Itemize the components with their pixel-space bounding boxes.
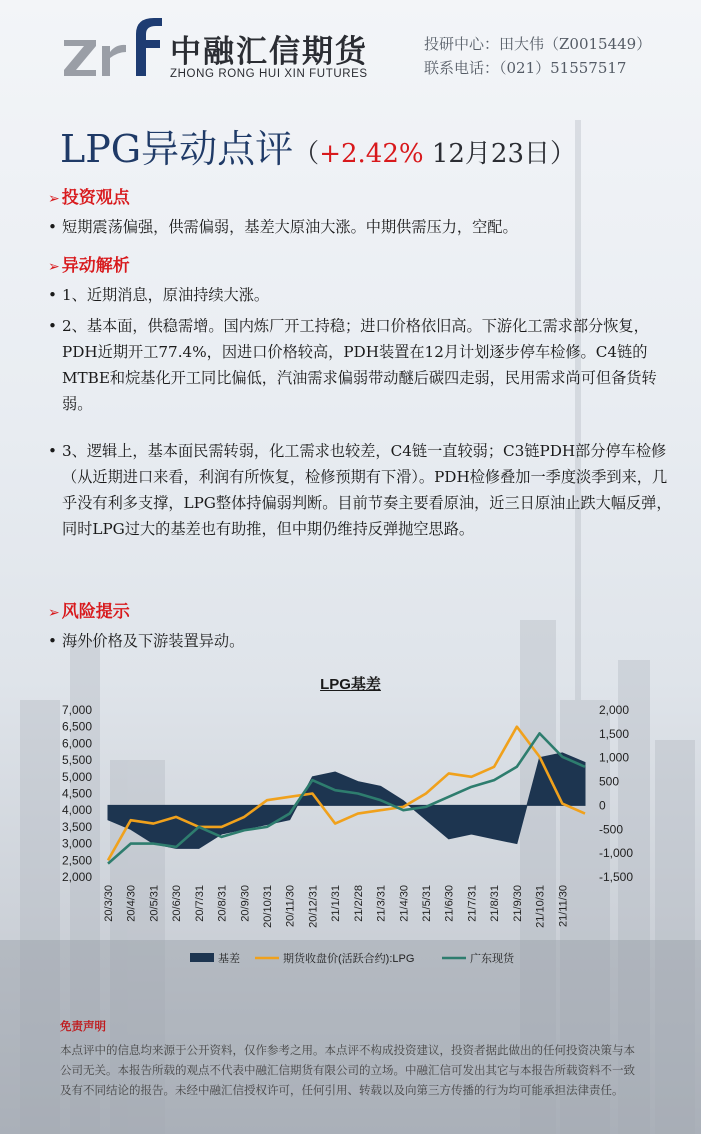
x-tick-label: 21/7/31 <box>466 885 479 922</box>
title-close-paren: ） <box>550 139 577 169</box>
logo-english-name: ZHONG RONG HUI XIN FUTURES <box>170 68 368 80</box>
y-left-tick-label: 6,500 <box>61 719 92 734</box>
x-tick-label: 20/3/30 <box>103 885 115 922</box>
contact-info <box>424 32 651 80</box>
y-right-tick-label: -500 <box>599 822 624 837</box>
paragraph-text: 1、近期消息，原油持续大涨。 <box>62 286 270 304</box>
y-right-tick-label: -1,000 <box>599 846 634 861</box>
legend-basis-swatch <box>190 953 214 962</box>
x-tick-label: 20/10/31 <box>262 885 274 928</box>
x-tick-label: 20/8/31 <box>216 885 229 922</box>
y-right-tick-label: 0 <box>599 798 606 813</box>
section-title: 投资观点 <box>61 188 130 208</box>
x-tick-label: 20/11/30 <box>284 885 297 928</box>
company-logo <box>62 12 382 82</box>
y-left-tick-label: 3,000 <box>61 836 92 851</box>
y-left-tick-label: 7,000 <box>61 703 92 717</box>
legend-spot-label: 广东现货 <box>470 953 514 965</box>
paragraph-text: 2、基本面，供稳需增。国内炼厂开工持稳；进口价格依旧高。下游化工需求部分恢复，PDH近期开工77.4%，因进口价格较高，PDH装置在12月计划逐步停车检修。C4链的MTBE和烷基化开工同比偏低，汽油需求偏弱带动醚后碳四走弱，民用需求尚可但备货转弱。 <box>62 317 657 413</box>
y-left-tick-label: 2,000 <box>61 870 92 884</box>
title-main: LPG异动点评 <box>60 127 294 171</box>
bullet-icon: • <box>48 218 57 236</box>
y-left-tick-label: 5,500 <box>61 753 92 768</box>
paragraph-text: 3、逻辑上，基本面民需转弱，化工需求也较差，C4链一直较弱；C3链PDH部分停车检修（从近期进口来看，利润有所恢复，检修预期有下滑）。PDH检修叠加一季度淡季到来，几乎没有利多支撑，LPG整体持偏弱判断。目前节奏主要看原油，近三日原油止跌大幅反弹，同时LPG过大的基差也有助推，但中期仍维持反弹抛空思路。 <box>62 442 672 538</box>
paragraph-analysis-2 <box>48 313 682 417</box>
section-title: 异动解析 <box>61 256 130 276</box>
x-tick-label: 21/5/31 <box>421 885 433 922</box>
title-open-paren: （ <box>293 139 320 169</box>
y-right-tick-label: 2,000 <box>599 703 630 717</box>
x-tick-label: 20/5/31 <box>148 885 161 922</box>
y-left-tick-label: 6,000 <box>61 736 92 751</box>
x-tick-label: 21/2/28 <box>352 885 365 922</box>
y-left-tick-label: 4,500 <box>61 786 92 801</box>
x-tick-label: 21/9/30 <box>511 885 524 922</box>
paragraph-risk <box>48 628 682 654</box>
zrf-logo-mark <box>62 12 166 84</box>
disclaimer-text: 本点评中的信息均来源于公开资料，仅作参考之用。本点评不构成投资建议，投资者据此做出的任何投资决策与本公司无关。本报告所载的观点不代表中融汇信期货有限公司的立场。中融汇信可发出其它与本报告所载资料不一致及有不同结论的报告。未经中融汇信授权许可，任何引用、转载以及向第三方传播的行为均可能承担法律责任。 <box>60 1043 635 1097</box>
section-analysis <box>48 251 130 276</box>
y-left-tick-label: 5,000 <box>61 769 92 784</box>
section-risk <box>48 597 130 622</box>
chart-title: LPG基差 <box>320 676 381 693</box>
arrow-icon: ➢ <box>48 259 60 275</box>
y-right-tick-label: 1,500 <box>599 726 630 741</box>
y-right-tick-label: 500 <box>599 774 620 789</box>
y-left-tick-label: 2,500 <box>61 853 92 868</box>
section-title: 风险提示 <box>61 602 130 622</box>
researcher-info: 投研中心：田大伟（Z0015449） <box>424 35 652 53</box>
x-tick-label: 21/1/31 <box>330 885 343 922</box>
x-tick-label: 20/9/30 <box>239 885 252 922</box>
disclaimer-title: 免责声明 <box>60 1019 106 1033</box>
basis-area <box>108 753 585 848</box>
x-tick-label: 20/4/30 <box>125 885 138 922</box>
bullet-icon: • <box>48 442 57 460</box>
lpg-basis-chart <box>0 690 701 980</box>
bullet-icon: • <box>48 286 57 304</box>
x-tick-label: 21/8/31 <box>489 885 502 922</box>
x-tick-label: 20/7/31 <box>193 885 206 922</box>
phone-info: 联系电话：（021）51557517 <box>424 59 627 77</box>
y-left-tick-label: 4,000 <box>61 803 92 818</box>
bullet-icon: • <box>48 317 57 335</box>
y-left-tick-label: 3,500 <box>61 819 92 834</box>
x-tick-label: 21/10/31 <box>534 885 547 928</box>
logo-chinese-name: 中融汇信期货 <box>170 34 368 70</box>
x-tick-label: 21/11/30 <box>557 885 570 928</box>
y-right-tick-label: 1,000 <box>599 750 630 765</box>
legend-futures-label: 期货收盘价(活跃合约):LPG <box>283 953 415 965</box>
paragraph-text: 短期震荡偏强，供需偏弱，基差大原油大涨。中期供需压力，空配。 <box>62 218 518 236</box>
x-tick-label: 21/4/30 <box>398 885 411 922</box>
price-change: +2.42% <box>319 139 424 169</box>
paragraph-text: 海外价格及下游装置异动。 <box>62 632 245 650</box>
arrow-icon: ➢ <box>48 191 60 207</box>
x-tick-label: 20/6/30 <box>171 885 184 922</box>
paragraph-analysis-3 <box>48 438 682 542</box>
legend-basis-label: 基差 <box>218 953 240 965</box>
page-title <box>60 118 576 173</box>
x-tick-label: 21/6/30 <box>443 885 456 922</box>
x-tick-label: 21/3/31 <box>375 885 388 922</box>
y-right-tick-label: -1,500 <box>599 870 634 884</box>
x-tick-label: 20/12/31 <box>307 885 320 928</box>
section-investment-view <box>48 183 130 208</box>
paragraph-analysis-1 <box>48 282 682 308</box>
title-date: 12月23日 <box>423 139 551 169</box>
arrow-icon: ➢ <box>48 605 60 621</box>
paragraph-view <box>48 214 682 240</box>
bullet-icon: • <box>48 632 57 650</box>
